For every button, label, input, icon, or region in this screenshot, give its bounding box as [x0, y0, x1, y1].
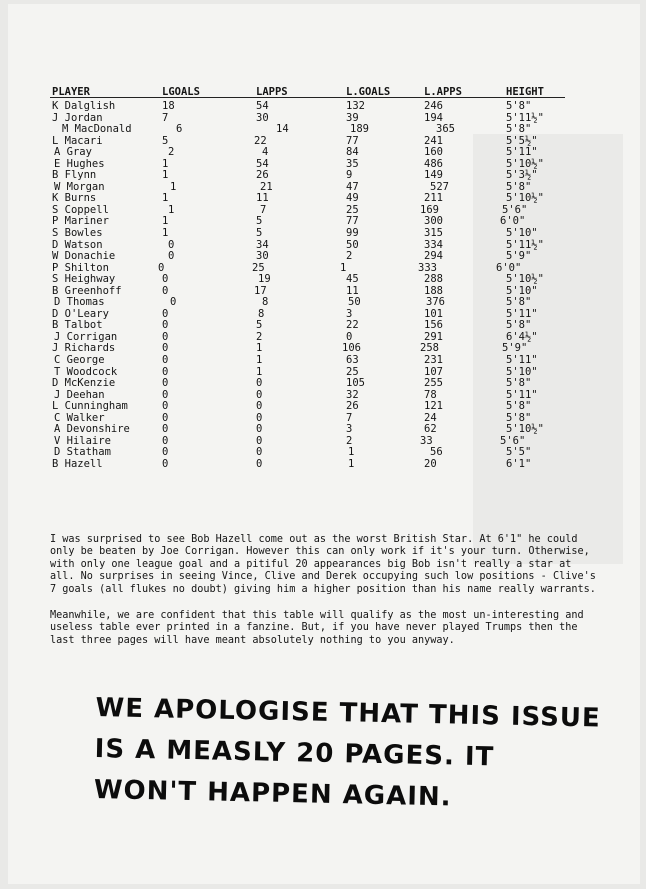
handwritten-line: WON'T HAPPEN AGAIN. [93, 774, 452, 813]
cell-height: 5'10½" [506, 273, 544, 286]
cell-league-goals: 50 [348, 296, 361, 309]
cell-height: 5'3½" [506, 169, 538, 182]
cell-league-apps: 288 [424, 273, 443, 286]
cell-player-name: M MacDonald [62, 123, 132, 136]
header-int-goals: LGOALS [162, 86, 200, 98]
cell-height: 5'5½" [506, 134, 538, 147]
cell-int-apps: 54 [256, 157, 269, 170]
cell-league-apps: 188 [424, 284, 443, 297]
cell-int-apps: 0 [256, 423, 263, 436]
cell-height: 5'11" [506, 146, 538, 159]
cell-league-goals: 39 [346, 111, 359, 124]
cell-league-apps: 333 [418, 261, 437, 274]
cell-league-goals: 45 [346, 273, 359, 286]
cell-league-apps: 246 [424, 100, 443, 112]
table-row [50, 251, 590, 263]
cell-league-goals: 1 [348, 457, 355, 470]
cell-player-name: J Richards [52, 342, 116, 355]
table-row [50, 228, 590, 240]
cell-league-apps: 20 [424, 457, 437, 470]
cell-league-apps: 56 [430, 446, 443, 459]
cell-height: 6'1" [506, 457, 532, 470]
cell-height: 5'9" [502, 342, 528, 355]
cell-league-goals: 25 [346, 365, 359, 378]
cell-height: 5'10½" [506, 423, 544, 436]
cell-height: 5'9" [506, 250, 532, 263]
cell-league-apps: 241 [424, 134, 443, 147]
cell-int-goals: 0 [162, 457, 169, 470]
cell-int-goals: 0 [162, 319, 169, 332]
cell-league-goals: 77 [346, 215, 359, 228]
cell-int-goals: 0 [162, 446, 169, 459]
cell-league-apps: 315 [424, 227, 443, 240]
stats-table [50, 87, 590, 471]
cell-league-apps: 78 [424, 388, 437, 401]
cell-int-goals: 1 [162, 169, 169, 182]
cell-int-apps: 7 [260, 203, 267, 216]
cell-height: 5'11" [506, 307, 538, 320]
cell-height: 5'11½" [506, 238, 544, 251]
cell-league-apps: 376 [426, 296, 445, 309]
cell-player-name: C George [54, 354, 105, 367]
header-underline [50, 97, 565, 98]
cell-height: 5'8" [506, 100, 532, 112]
cell-league-goals: 3 [346, 307, 353, 320]
cell-int-apps: 5 [256, 319, 263, 332]
cell-int-goals: 1 [162, 215, 169, 228]
cell-int-goals: 0 [162, 284, 169, 297]
cell-int-goals: 0 [168, 238, 175, 251]
cell-league-goals: 26 [346, 400, 359, 413]
cell-player-name: A Gray [54, 146, 92, 159]
cell-height: 6'4½" [506, 330, 538, 343]
cell-league-apps: 121 [424, 400, 443, 413]
cell-int-apps: 4 [262, 146, 269, 159]
cell-player-name: T Woodcock [54, 365, 118, 378]
cell-player-name: L Macari [52, 134, 103, 147]
table-row [50, 459, 590, 471]
cell-league-apps: 291 [424, 330, 443, 343]
cell-league-apps: 258 [420, 342, 439, 355]
cell-int-apps: 30 [256, 250, 269, 263]
cell-height: 5'5" [506, 446, 532, 459]
cell-league-apps: 486 [424, 157, 443, 170]
cell-int-apps: 11 [256, 192, 269, 205]
cell-int-goals: 2 [168, 146, 175, 159]
cell-league-apps: 294 [424, 250, 443, 263]
cell-int-goals: 0 [162, 330, 169, 343]
cell-int-apps: 1 [256, 354, 263, 367]
cell-int-apps: 1 [256, 365, 263, 378]
cell-int-apps: 0 [256, 377, 263, 390]
cell-int-apps: 21 [260, 180, 273, 193]
cell-player-name: P Shilton [52, 261, 109, 274]
cell-league-goals: 25 [346, 203, 359, 216]
cell-int-apps: 0 [256, 434, 263, 447]
cell-height: 5'8" [506, 400, 532, 413]
table-header [50, 87, 590, 101]
cell-player-name: P Mariner [52, 215, 109, 228]
cell-league-apps: 107 [424, 365, 443, 378]
cell-height: 6'0" [496, 261, 522, 274]
cell-int-apps: 34 [256, 238, 269, 251]
cell-int-goals: 0 [162, 377, 169, 390]
cell-league-goals: 99 [346, 227, 359, 240]
cell-player-name: B Talbot [52, 319, 103, 332]
cell-player-name: B Hazell [52, 457, 103, 470]
cell-league-apps: 211 [424, 192, 443, 205]
cell-height: 5'8" [506, 377, 532, 390]
cell-league-goals: 1 [348, 446, 355, 459]
cell-player-name: W Morgan [54, 180, 105, 193]
cell-int-apps: 19 [258, 273, 271, 286]
cell-league-goals: 189 [350, 123, 369, 136]
header-league-goals: L.GOALS [346, 86, 391, 98]
cell-league-apps: 62 [424, 423, 437, 436]
cell-int-apps: 17 [254, 284, 267, 297]
cell-height: 5'10" [506, 227, 538, 240]
cell-int-apps: 54 [256, 100, 269, 112]
table-row [50, 124, 590, 136]
header-height: HEIGHT [506, 86, 544, 98]
cell-player-name: B Greenhoff [52, 284, 122, 297]
handwritten-line: WE APOLOGISE THAT THIS ISSUE [95, 692, 602, 734]
cell-int-apps: 14 [276, 123, 289, 136]
cell-league-apps: 24 [424, 411, 437, 424]
cell-league-apps: 194 [424, 111, 443, 124]
cell-player-name: L Cunningham [52, 400, 128, 413]
cell-player-name: S Bowles [52, 227, 103, 240]
cell-height: 5'10½" [506, 157, 544, 170]
cell-player-name: D O'Leary [52, 307, 109, 320]
cell-league-goals: 3 [346, 423, 353, 436]
cell-league-apps: 169 [420, 203, 439, 216]
cell-league-goals: 11 [346, 284, 359, 297]
cell-height: 5'8" [506, 296, 532, 309]
cell-int-goals: 0 [162, 307, 169, 320]
cell-int-apps: 26 [256, 169, 269, 182]
cell-int-goals: 1 [162, 157, 169, 170]
cell-int-goals: 18 [162, 100, 175, 112]
header-player: PLAYER [52, 86, 90, 98]
cell-int-goals: 0 [162, 411, 169, 424]
cell-int-goals: 0 [162, 342, 169, 355]
cell-league-apps: 149 [424, 169, 443, 182]
cell-league-apps: 160 [424, 146, 443, 159]
cell-player-name: J Corrigan [54, 330, 118, 343]
cell-int-goals: 0 [170, 296, 177, 309]
cell-league-apps: 101 [424, 307, 443, 320]
cell-league-apps: 156 [424, 319, 443, 332]
cell-player-name: E Hughes [54, 157, 105, 170]
table-body [50, 101, 590, 471]
header-int-apps: LAPPS [256, 86, 288, 98]
commentary-paragraph: I was surprised to see Bob Hazell come out as the worst British Star. At 6'1" he could only be beaten by Joe Corrigan. However this can only work if it's your turn. Otherwise, with only one league goal and a pitiful 20 appearances big Bob isn't really a star at all. No surprises in seeing Vince, Clive and Derek occupying such low positions - Clive's 7 goals (all flukes no doubt) giving him a higher position than his name really warrants. [50, 534, 596, 595]
cell-int-apps: 0 [256, 388, 263, 401]
cell-player-name: W Donachie [52, 250, 116, 263]
cell-int-goals: 1 [170, 180, 177, 193]
cell-int-goals: 1 [162, 192, 169, 205]
cell-league-goals: 2 [346, 434, 353, 447]
cell-league-apps: 33 [420, 434, 433, 447]
cell-int-apps: 2 [256, 330, 263, 343]
cell-league-goals: 22 [346, 319, 359, 332]
cell-league-goals: 7 [346, 411, 353, 424]
cell-player-name: D McKenzie [52, 377, 116, 390]
cell-league-goals: 132 [346, 100, 365, 112]
cell-player-name: A Devonshire [54, 423, 130, 436]
cell-int-apps: 5 [256, 215, 263, 228]
cell-height: 5'8" [506, 123, 532, 136]
cell-player-name: B Flynn [52, 169, 97, 182]
cell-league-apps: 231 [424, 354, 443, 367]
cell-int-apps: 0 [256, 400, 263, 413]
cell-height: 6'0" [500, 215, 526, 228]
cell-player-name: S Heighway [52, 273, 116, 286]
table-row [50, 101, 590, 113]
cell-league-goals: 9 [346, 169, 353, 182]
table-row [50, 378, 590, 390]
cell-height: 5'10" [506, 365, 538, 378]
cell-int-goals: 0 [168, 250, 175, 263]
cell-player-name: D Watson [52, 238, 103, 251]
cell-int-goals: 1 [162, 227, 169, 240]
cell-league-goals: 84 [346, 146, 359, 159]
cell-league-goals: 32 [346, 388, 359, 401]
cell-height: 5'11½" [506, 111, 544, 124]
cell-int-goals: 5 [162, 134, 169, 147]
cell-int-apps: 8 [258, 307, 265, 320]
cell-league-goals: 49 [346, 192, 359, 205]
cell-int-apps: 30 [256, 111, 269, 124]
cell-int-apps: 22 [254, 134, 267, 147]
cell-league-goals: 106 [342, 342, 361, 355]
handwritten-line: IS A MEASLY 20 PAGES. IT [94, 733, 495, 773]
cell-int-goals: 0 [162, 388, 169, 401]
cell-league-apps: 365 [436, 123, 455, 136]
cell-league-apps: 300 [424, 215, 443, 228]
cell-player-name: D Thomas [54, 296, 105, 309]
cell-height: 5'10½" [506, 192, 544, 205]
cell-height: 5'10" [506, 284, 538, 297]
cell-int-goals: 0 [162, 434, 169, 447]
cell-int-goals: 0 [162, 423, 169, 436]
handwritten-apology [93, 688, 615, 822]
cell-league-apps: 334 [424, 238, 443, 251]
cell-height: 5'6" [500, 434, 526, 447]
cell-league-apps: 255 [424, 377, 443, 390]
cell-height: 5'11" [506, 388, 538, 401]
cell-int-goals: 7 [162, 111, 169, 124]
cell-int-goals: 0 [162, 273, 169, 286]
cell-height: 5'8" [506, 180, 532, 193]
table-row [50, 147, 590, 159]
cell-int-goals: 0 [162, 354, 169, 367]
cell-player-name: K Burns [52, 192, 97, 205]
cell-height: 5'8" [506, 411, 532, 424]
header-league-apps: L.APPS [424, 86, 462, 98]
cell-height: 5'8" [506, 319, 532, 332]
cell-league-goals: 2 [346, 250, 353, 263]
cell-league-goals: 63 [346, 354, 359, 367]
cell-league-goals: 0 [346, 330, 353, 343]
cell-int-apps: 25 [252, 261, 265, 274]
cell-league-goals: 105 [346, 377, 365, 390]
cell-player-name: S Coppell [52, 203, 109, 216]
cell-int-apps: 0 [256, 411, 263, 424]
cell-int-apps: 1 [256, 342, 263, 355]
table-row [50, 355, 590, 367]
cell-int-apps: 0 [256, 446, 263, 459]
cell-league-apps: 527 [430, 180, 449, 193]
cell-player-name: D Statham [54, 446, 111, 459]
cell-int-apps: 0 [256, 457, 263, 470]
cell-height: 5'11" [506, 354, 538, 367]
cell-int-goals: 0 [158, 261, 165, 274]
cell-player-name: C Walker [54, 411, 105, 424]
cell-league-goals: 35 [346, 157, 359, 170]
cell-int-goals: 1 [168, 203, 175, 216]
cell-int-goals: 0 [162, 400, 169, 413]
cell-player-name: J Jordan [52, 111, 103, 124]
cell-int-goals: 0 [162, 365, 169, 378]
cell-height: 5'6" [502, 203, 528, 216]
cell-league-goals: 1 [340, 261, 347, 274]
cell-int-apps: 5 [256, 227, 263, 240]
cell-player-name: K Dalglish [52, 100, 116, 112]
cell-league-goals: 47 [346, 180, 359, 193]
closing-paragraph: Meanwhile, we are confident that this table will qualify as the most un-interesting and useless table ever printed in a fanzine. But, if you have never played Trumps then the last three pages will have meant absolutely nothing to you anyway. [50, 610, 584, 646]
cell-int-apps: 8 [262, 296, 269, 309]
cell-league-goals: 50 [346, 238, 359, 251]
cell-player-name: J Deehan [54, 388, 105, 401]
cell-league-goals: 77 [346, 134, 359, 147]
cell-int-goals: 6 [176, 123, 183, 136]
cell-player-name: V Hilaire [54, 434, 111, 447]
